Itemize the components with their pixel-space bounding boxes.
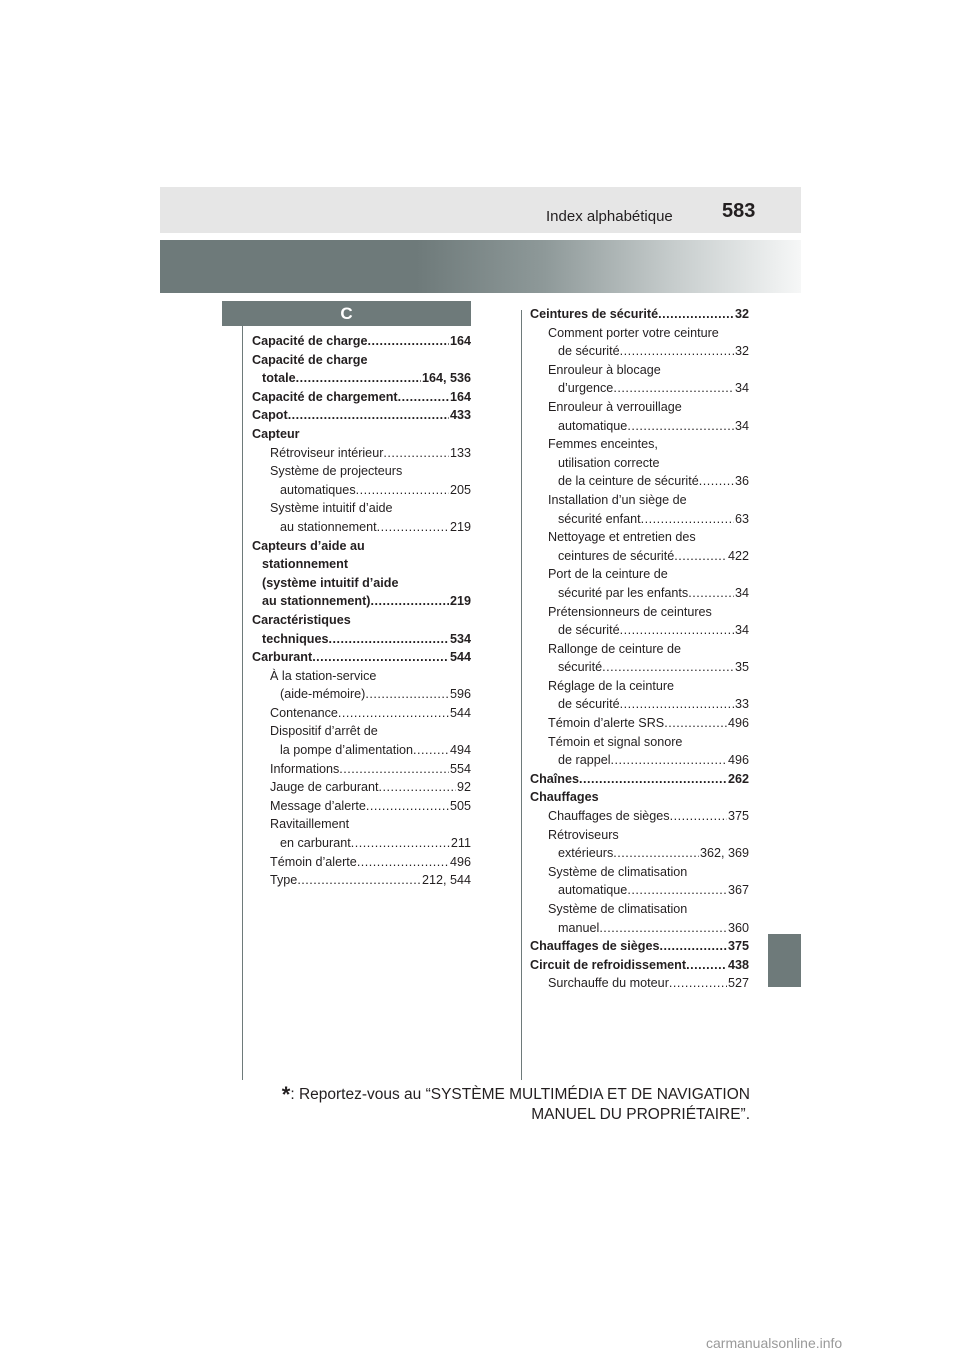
index-entry-text: Prétensionneurs de ceintures (548, 604, 712, 619)
index-entry-text: de sécurité (558, 623, 620, 638)
index-entry-page: 34 (734, 585, 749, 600)
index-entry-text: Témoin et signal sonore (548, 734, 683, 749)
leader-dots (599, 919, 727, 938)
index-entry-text: Rallonge de ceinture de (548, 641, 682, 656)
leader-dots (620, 342, 734, 361)
index-entry-text: Ceintures de sécurité (530, 307, 659, 321)
index-entry-text: d’urgence (558, 381, 614, 396)
index-entry-page: 219 (449, 519, 471, 534)
index-entry-text: au stationnement (280, 519, 377, 534)
index-entry-text: automatique (558, 418, 628, 433)
index-entry-page: 362, 369 (699, 846, 749, 861)
watermark: carmanualsonline.info (706, 1335, 843, 1351)
index-column-right (530, 305, 749, 993)
index-entry (252, 853, 471, 872)
footnote-line-2: MANUEL DU PROPRIÉTAIRE”. (531, 1106, 750, 1123)
index-entry-text: Système de climatisation (548, 902, 688, 916)
index-entry-text: sécurité enfant (558, 511, 641, 526)
index-entry-text: (aide-mémoire) (280, 687, 366, 702)
index-entry (530, 528, 749, 565)
index-entry (530, 491, 749, 528)
index-entry-page: 433 (449, 408, 471, 423)
index-entry (530, 937, 749, 956)
index-entry-text: Rétroviseurs (548, 827, 619, 842)
index-entry-text: Surchauffe du moteur (548, 976, 669, 991)
index-entry-text: Témoin d’alerte (270, 854, 357, 869)
index-entry-page: 375 (727, 809, 749, 824)
index-entry-page: 34 (734, 381, 749, 396)
index-entry-text: sécurité (558, 660, 603, 675)
index-entry-page: 496 (727, 716, 749, 731)
middle-column-rule (521, 310, 522, 1080)
leader-dots (338, 704, 449, 723)
index-entry (252, 815, 471, 852)
index-entry-page: 63 (734, 511, 749, 526)
index-entry-text: Capacité de charge (252, 352, 368, 367)
index-entry-text: Rétroviseur intérieur (270, 445, 384, 460)
leader-dots (669, 974, 727, 993)
index-entry-page: 360 (727, 920, 749, 935)
index-entry-text: de rappel (558, 753, 611, 768)
leader-dots (379, 778, 456, 797)
index-entry-page: 164 (449, 334, 471, 348)
leader-dots (670, 807, 727, 826)
index-entry-text: Carburant (252, 650, 313, 665)
index-entry (530, 398, 749, 435)
index-entry-page: 35 (734, 660, 749, 675)
index-entry-page: 164, 536 (421, 371, 471, 386)
index-entry (252, 667, 471, 704)
index-entry-page: 32 (734, 307, 749, 321)
index-entry-text: Ravitaillement (270, 817, 350, 832)
leader-dots (366, 797, 449, 816)
index-entry (530, 324, 749, 361)
index-entry-text: Capot (252, 408, 288, 423)
index-entry-text: Port de la ceinture de (548, 567, 668, 582)
index-entry-text: de sécurité (558, 344, 620, 359)
index-entry (530, 714, 749, 733)
index-entry (530, 435, 749, 491)
index-entry-text: Caractéristiques (252, 612, 351, 627)
index-entry (530, 361, 749, 398)
leader-dots (641, 510, 734, 529)
footnote-asterisk: * (281, 1082, 291, 1107)
index-entry-text: automatique (558, 883, 628, 898)
index-entry-text: Chauffages de sièges (548, 809, 670, 824)
index-entry-text: Enrouleur à blocage (548, 362, 661, 377)
leader-dots (613, 379, 734, 398)
index-entry-text: automatiques (280, 482, 356, 497)
index-entry (252, 722, 471, 759)
leader-dots (413, 741, 449, 760)
index-entry-text: stationnement (262, 557, 349, 572)
index-entry (252, 797, 471, 816)
index-entry-page: 544 (449, 705, 471, 720)
leader-dots (620, 695, 734, 714)
leader-dots (686, 956, 727, 975)
index-entry-text: Système de projecteurs (270, 464, 403, 479)
leader-dots (579, 770, 727, 789)
leader-dots (297, 871, 421, 890)
leader-dots (377, 518, 449, 537)
leader-dots (351, 834, 450, 853)
index-entry (252, 648, 471, 667)
leader-dots (611, 751, 727, 770)
header-gradient-band (160, 240, 801, 293)
index-entry (252, 778, 471, 797)
index-entry-page: 534 (449, 631, 471, 646)
index-entry-text: Chaînes (530, 771, 579, 786)
index-entry-page: 92 (456, 780, 471, 795)
index-entry-text: au stationnement) (262, 594, 371, 609)
index-entry-page: 34 (734, 418, 749, 433)
index-entry (252, 332, 471, 351)
index-entry-text: Enrouleur à verrouillage (548, 399, 682, 414)
index-entry-text: Capacité de chargement (252, 389, 398, 404)
leader-dots (627, 881, 727, 900)
index-entry (252, 760, 471, 779)
leader-dots (658, 305, 734, 324)
leader-dots (627, 417, 734, 436)
index-entry-text: Nettoyage et entretien des (548, 530, 696, 545)
index-entry-text: À la station-service (270, 668, 377, 683)
index-entry-page: 375 (727, 939, 749, 954)
leader-dots (688, 584, 734, 603)
index-entry (252, 462, 471, 499)
index-entry (252, 388, 471, 407)
index-entry (252, 871, 471, 890)
index-entry (530, 974, 749, 993)
leader-dots (674, 547, 727, 566)
leader-dots (339, 760, 449, 779)
index-entry (530, 788, 749, 807)
leader-dots (699, 472, 734, 491)
index-entry-page: 34 (734, 623, 749, 638)
index-entry (252, 611, 471, 648)
index-entry-text: Dispositif d’arrêt de (270, 724, 378, 739)
leader-dots (370, 592, 449, 611)
index-entry-text: manuel (558, 920, 600, 935)
index-entry (530, 956, 749, 975)
leader-dots (328, 630, 449, 649)
index-column-left (252, 332, 471, 890)
index-entry-text: Système de climatisation (548, 864, 688, 879)
left-column-rule (242, 326, 243, 1080)
index-entry-text: de la ceinture de sécurité (558, 474, 699, 489)
index-entry-text: Circuit de refroidissement (530, 957, 687, 972)
index-entry-page: 496 (449, 854, 471, 869)
leader-dots (368, 332, 449, 351)
section-title: Index alphabétique (546, 208, 673, 225)
index-entry-page: 422 (727, 548, 749, 563)
index-entry-text: extérieurs (558, 846, 614, 861)
index-entry (530, 640, 749, 677)
index-entry (530, 603, 749, 640)
index-entry (252, 537, 471, 611)
leader-dots (398, 388, 449, 407)
index-entry-text: (système intuitif d’aide (262, 575, 399, 590)
index-entry-text: Message d’alerte (270, 798, 366, 813)
index-entry (530, 565, 749, 602)
index-entry-text: totale (262, 371, 296, 386)
index-entry-text: Capacité de charge (252, 334, 368, 348)
index-letter-tab: C (222, 301, 471, 326)
index-entry-text: Témoin d’alerte SRS (548, 716, 665, 731)
index-entry (530, 770, 749, 789)
index-entry-text: techniques (262, 631, 329, 646)
index-entry (252, 425, 471, 444)
index-entry-text: Femmes enceintes, (548, 437, 658, 452)
chapter-side-tab (768, 934, 801, 987)
index-entry-text: ceintures de sécurité (558, 548, 675, 563)
index-entry-text: Informations (270, 761, 340, 776)
header-strip (160, 187, 801, 233)
index-entry-text: de sécurité (558, 697, 620, 712)
index-entry-text: Chauffages de sièges (530, 939, 660, 954)
leader-dots (296, 369, 421, 388)
leader-dots (620, 621, 734, 640)
index-entry (530, 900, 749, 937)
index-entry (530, 733, 749, 770)
index-entry-page: 262 (727, 771, 749, 786)
index-entry-text: Capteurs d’aide au (252, 538, 365, 553)
index-entry-text: Comment porter votre ceinture (548, 325, 719, 340)
index-entry-text: Capteur (252, 426, 300, 441)
index-entry-text: la pompe d’alimentation (280, 743, 414, 758)
index-entry-text: Contenance (270, 705, 338, 720)
page-number: 583 (722, 200, 756, 222)
index-entry-page: 164 (449, 389, 471, 404)
leader-dots (659, 937, 727, 956)
index-entry (252, 704, 471, 723)
index-entry-page: 33 (734, 697, 749, 712)
index-entry-page: 496 (727, 753, 749, 768)
index-entry-page: 133 (449, 445, 471, 460)
index-entry-page: 32 (734, 344, 749, 359)
index-entry-page: 212, 544 (421, 873, 471, 888)
index-entry-page: 505 (449, 798, 471, 813)
leader-dots (357, 853, 449, 872)
index-entry-text: sécurité par les enfants (558, 585, 689, 600)
leader-dots (356, 481, 449, 500)
index-entry (530, 677, 749, 714)
index-entry (252, 444, 471, 463)
index-entry (530, 807, 749, 826)
footnote (281, 1082, 750, 1125)
index-entry-text: Jauge de carburant (270, 780, 379, 795)
index-entry (252, 351, 471, 388)
index-entry-page: 438 (727, 957, 749, 972)
index-entry-page: 544 (449, 650, 471, 665)
index-entry-page: 211 (450, 836, 471, 851)
footnote-line-1: : Reportez-vous au “SYSTÈME MULTIMÉDIA ET DE NAVIGATION (290, 1086, 750, 1103)
index-entry (530, 826, 749, 863)
leader-dots (613, 844, 699, 863)
leader-dots (383, 444, 449, 463)
index-entry-page: 554 (449, 761, 471, 776)
index-entry-text: Système intuitif d’aide (270, 501, 393, 516)
index-entry (530, 305, 749, 324)
leader-dots (602, 658, 734, 677)
index-entry-page: 205 (449, 482, 471, 497)
leader-dots (312, 648, 449, 667)
index-entry-page: 367 (727, 883, 749, 898)
index-entry-text: Réglage de la ceinture (548, 678, 675, 693)
leader-dots (664, 714, 727, 733)
index-entry-text: en carburant (280, 836, 351, 851)
index-entry-page: 527 (727, 976, 749, 991)
index-entry-page: 596 (449, 687, 471, 702)
leader-dots (365, 685, 449, 704)
index-entry-page: 494 (449, 743, 471, 758)
index-entry (252, 499, 471, 536)
index-entry (252, 406, 471, 425)
index-entry-text: utilisation correcte (558, 455, 660, 470)
index-entry-text: Type (270, 873, 298, 888)
leader-dots (288, 406, 449, 425)
index-entry-text: Installation d’un siège de (548, 492, 687, 507)
index-entry (530, 863, 749, 900)
index-entry-page: 219 (449, 594, 471, 609)
index-entry-text: Chauffages (530, 790, 599, 805)
index-entry-page: 36 (734, 474, 749, 489)
